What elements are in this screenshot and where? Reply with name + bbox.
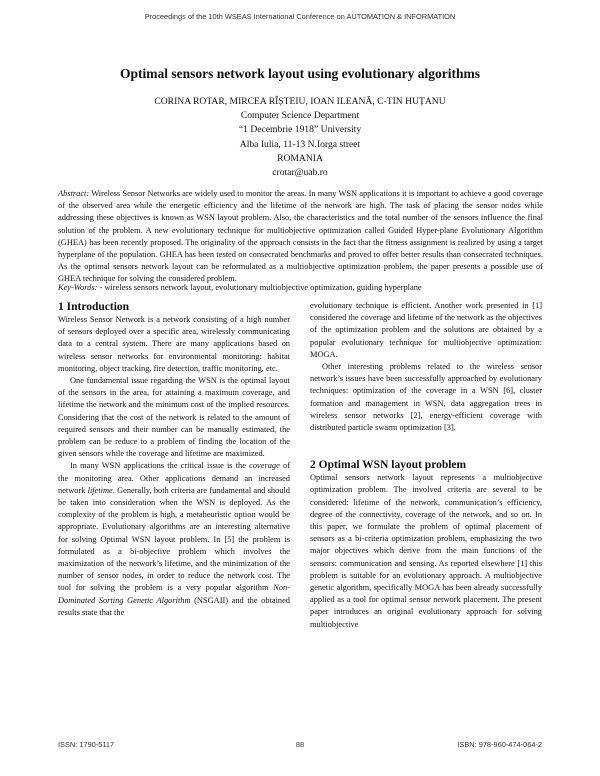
footer-issn: ISSN: 1790-5117 xyxy=(58,740,115,749)
intro-p3-lifetime: lifetime xyxy=(87,485,113,495)
intro-p3-part-a: In many WSN applications the critical issue is the xyxy=(70,461,250,471)
footer-page-number: 88 xyxy=(295,740,305,749)
intro-paragraph-3 xyxy=(58,460,290,619)
keywords xyxy=(58,282,543,294)
section-heading-layout-problem: 2 Optimal WSN layout problem xyxy=(310,459,467,472)
abstract-text: Wireless Sensor Networks are widely used to monitor the areas. In many WSN applications it is important to achieve a good coverage of the observed area while the energetic efficiency and the lifetime of the network are high. The task of placing the sensor nodes while addressing these objectives is known as WSN layout problem. Also, the characteristics and the total number of the sensors influence the final solution of the problem. A new evolutionary technique for multiobjective optimization called Guided Hyper-plane Evolutionary Algorithm (GHEA) has been recently proposed. The originality of the approach consists in the fact that the fitness assignment is realized by using a target hyperplane of the population. GHEA has been tested on consecrated benchmarks and proved to offer better results than consecrated techniques. As the optimal sensors network layout can be reformulated as a multiobjective optimization problem, the paper presents a possible use of GHEA technique for solving the considered problem. xyxy=(58,189,543,284)
intro-paragraph-5: Other interesting problems related to the wireless sensor network’s issues have been successfully approached by evolutionary techniques: optimization of the coverage in a WSN [6], cluster formation and management in WSN, data aggregation trees in wireless sensor networks [2], energy-efficient coverage with distributed particle swarm optimization [3]. xyxy=(310,362,542,433)
intro-p3-part-c: . Generally, both criteria are fundamental and should be taken into consideration when the WSN is deployed. As the complexity of the problem is high, a metaheuristic option would be appropriate. Evolutionary algorithms are an interesting alternative for solving Optimal WSN layout problem. In [5] the problem is formulated as a bi-objective problem which involves the maximization of the network’s lifetime, and the minimization of the number of sensor nodes, in order to reduce the network cost. The tool for solving the problem is a very popular algorithm xyxy=(58,485,290,593)
affiliation-country: ROMANIA xyxy=(277,152,323,164)
affiliation-university: “1 Decembrie 1918” University xyxy=(238,124,362,136)
affiliation-address: Alba Iulia, 11-13 N.Iorga street xyxy=(239,138,361,150)
keywords-label: Key-Words: xyxy=(58,283,98,292)
section-spacer xyxy=(310,434,542,458)
paper-title: Optimal sensors network layout using evolutionary algorithms xyxy=(119,66,481,81)
intro-paragraph-1: Wireless Sensor Network is a network consisting of a high number of sensors deployed over a specific area, wirelessly communicating data to a central system. There are many applications based on wireless sensor networks for environmental monitoring: habitat monitoring, object tracking, fire detection, traffic monitoring, etc. xyxy=(58,315,290,373)
running-header: Proceedings of the 10th WSEAS International Conference on AUTOMATION & INFORMATION xyxy=(144,12,456,21)
footer-isbn: ISBN: 978-960-474-064-2 xyxy=(457,740,542,749)
intro-p3-nsga: Non-Dominated Sorting Genetic Algorithm xyxy=(58,583,290,605)
layout-paragraph-1: Optimal sensors network layout represents a multiobjective optimization problem. The involved criteria are several to be considered: lifetime of the network, communication’s efficiency, degree of the connectivity, coverage of the network, and so on. In this paper, we formulate the problem of optimal placement of sensors as a bi-criteria optimization problem, emphasizing the two major objectives which derive from the main functions of the sensors: communication and sensing. As reported elsewhere [1] this problem is suitable for an evolutionary approach. A multiobjective genetic algorithm, specifically MOGA has been already successfully applied as a tool for optimal sensor network placement. The present paper introduces an original evolutionary approach for solving multiobjective xyxy=(310,473,542,629)
intro-p3-part-b: of the monitoring area. Other applications demand an increased network xyxy=(58,461,290,495)
affiliation-department: Computer Science Department xyxy=(240,110,360,122)
left-column xyxy=(58,300,290,619)
intro-paragraph-4: evolutionary technique is efficient. Another work presented in [1] considered the coverage and lifetime of the network as the objectives of the optimization problem and the solutions are obtained by a popular evolutionary technique for multiobjective optimization: MOGA. xyxy=(310,301,542,359)
intro-p3-part-d: (NSGAII) and the obtained results state that the xyxy=(58,595,290,617)
intro-paragraph-2: One fundamental issue regarding the WSN is the optimal layout of the sensors in the area, for attaining a maximum coverage, and lifetime the network and the minimum cost of the implied resources. Considering that the cost of the network is related to the amount of required sensors and their number can be manually estimated, the problem can be reduce to a problem of finding the location of the given sensors while the coverage and lifetime are maximized. xyxy=(58,376,290,459)
author-block xyxy=(0,95,600,180)
author-names: CORINA ROTAR, MIRCEA RÎȘTEIU, IOAN ILEANĂ, C-TIN HUȚANU xyxy=(154,96,446,107)
abstract xyxy=(58,188,543,286)
abstract-label: Abstract: xyxy=(58,189,90,198)
intro-p3-coverage: coverage xyxy=(249,461,280,471)
section-heading-introduction: 1 Introduction xyxy=(58,301,130,313)
keywords-text: - wireless sensors network layout, evolutionary multiobjective optimization, guiding hyperplane xyxy=(97,283,422,292)
author-email: crotar@uab.ro xyxy=(272,167,328,179)
right-column xyxy=(310,300,542,631)
